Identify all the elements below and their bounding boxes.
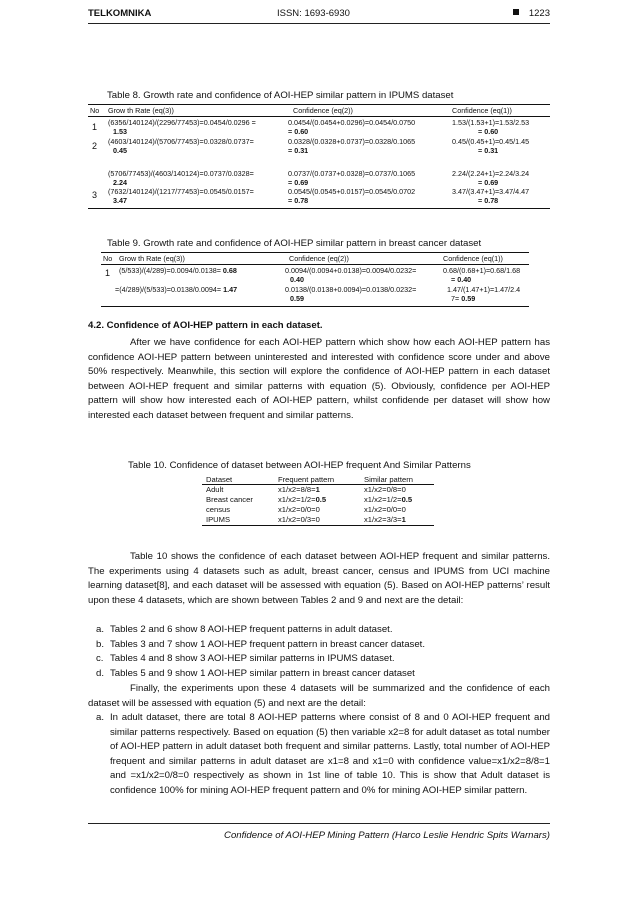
- table8-row1-conf2-value: = 0.60: [288, 127, 309, 136]
- section-paragraph-1: After we have confidence for each AOI-HEP pattern which show how each AOI-HEP pattern has confidence AOI-HEP pattern between uninterested and interested with confidence score under and above 50% respectively. Meanwhile, this section will explore the confidence of AOI-HEP pattern in each dataset between AOI-HEP frequent and similar patterns with equation (5). Obviously, confidence per AOI-HEP pattern will show how interested each of AOI-HEP pattern, whilst confidende per dataset will show how interested each dataset between frequent and similar patterns.: [88, 337, 550, 421]
- table10-row2-similar-value: 0.5: [401, 495, 413, 504]
- table9-row1-conf2-value: 0.40: [290, 275, 304, 284]
- table9-row1-conf1-value: = 0.40: [451, 275, 472, 284]
- footer-text: Confidence of AOI-HEP Mining Pattern (Harco Leslie Hendric Spits Warnars): [224, 830, 550, 841]
- table9-header-growth: Grow th Rate (eq(3)): [119, 254, 185, 263]
- tables-list: [88, 623, 550, 681]
- table8-caption: Table 8. Growth rate and confidence of AOI-HEP similar pattern in IPUMS dataset: [107, 90, 454, 101]
- list-item-text: Tables 3 and 7 show 1 AOI-HEP frequent pattern in breast cancer dataset.: [110, 638, 426, 650]
- table10-row4-frequent-formula: x1/x2=0/3=0: [278, 515, 320, 524]
- table9-header-no: No: [103, 254, 113, 263]
- table10-row4-dataset: IPUMS: [206, 515, 231, 524]
- table8-row1-conf1-value: = 0.60: [478, 127, 499, 136]
- table9-row1-growth-value: 0.68: [222, 266, 237, 275]
- table8-header-conf1: Confidence (eq(1)): [452, 106, 512, 115]
- table9-header-conf2: Confidence (eq(2)): [289, 254, 349, 263]
- table9-bottom-rule: [101, 306, 529, 307]
- table10-row1-dataset: Adult: [206, 485, 224, 494]
- list-item: [88, 667, 550, 682]
- table8-row2-conf2-value: = 0.31: [288, 146, 309, 155]
- table8-bottom-rule: [88, 208, 550, 209]
- square-bullet-icon: [513, 9, 519, 15]
- table9-row2-growth: [115, 285, 237, 294]
- table9-caption: Table 9. Growth rate and confidence of AOI-HEP similar pattern in breast cancer dataset: [107, 238, 482, 249]
- table9-row2-conf1-value: [451, 294, 475, 303]
- table10-row1-frequent-formula: x1/x2=8/8=: [278, 485, 316, 494]
- table8-row3-no: 3: [92, 190, 98, 200]
- body-paragraph-2: Table 10 shows the confidence of each dataset between AOI-HEP frequent and similar patterns. The experiments using 4 datasets such as adult, breast cancer, census and IPUMS from UCI machine learning dataset[8], and each dataset will be assessed with equation (5). Based on AOI-HEP patterns’ result upon these 4 datasets, which are shown between Tables 2 and 9 and next are the detail:: [88, 551, 550, 606]
- table8-row2b-growth: (5706/77453)/(4603/140124)=0.0737/0.0328=: [108, 169, 254, 178]
- table10-header-similar: Similar pattern: [364, 475, 413, 484]
- table8-row2b-conf1-value: = 0.69: [478, 178, 499, 187]
- summary-list: [88, 711, 550, 799]
- journal-name: TELKOMNIKA: [88, 8, 152, 19]
- list-item: [88, 638, 550, 653]
- table10-row2-similar: [364, 495, 412, 504]
- table10-row2-frequent-formula: x1/x2=1/2=: [278, 495, 316, 504]
- table10-row3-frequent-formula: x1/x2=0/0=0: [278, 505, 320, 514]
- table10-row3-frequent: [278, 505, 320, 514]
- table10-row1-similar-formula: x1/x2=0/8=0: [364, 485, 406, 494]
- table8-row2-conf2: 0.0328/(0.0328+0.0737)=0.0328/0.1065: [288, 137, 416, 146]
- table9-header-rule: [101, 264, 529, 265]
- table10-row1-frequent: [278, 485, 320, 494]
- table10-row2-frequent: [278, 495, 326, 504]
- list-marker: d.: [96, 667, 105, 679]
- table10-header-frequent: Frequent pattern: [278, 475, 335, 484]
- list-item-text: Tables 5 and 9 show 1 AOI-HEP similar pattern in breast cancer dataset: [110, 667, 415, 679]
- running-header: [88, 7, 550, 24]
- table8-row1-no: 1: [92, 122, 98, 132]
- list-item-text: Tables 2 and 6 show 8 AOI-HEP frequent patterns in adult dataset.: [110, 624, 393, 635]
- table9-row2-growth-formula: =(4/289)/(5/533)=0.0138/0.0094=: [115, 285, 222, 294]
- issn: ISSN: 1693-6930: [277, 8, 350, 19]
- table10-row3-similar: [364, 505, 406, 514]
- table10-row4-frequent: [278, 515, 320, 524]
- table8-header-conf2: Confidence (eq(2)): [293, 106, 353, 115]
- list-item-text: In adult dataset, there are total 8 AOI-HEP patterns where consist of 8 and 0 AOI-HEP frequent and similar patterns respectively. Based on equation (5) then variable x2=8 for adult dataset as total number of AOI-HEP pattern in adult dataset both frequent and similar patterns. Lastly, total number of AOI-HEP frequent and similar patterns in adult dataset are x1=8 and x1=0 with confidence value=x1/x2=8/8=1 and =x1/x2=0/8=0 respectively as shown in 1st line of table 10. This is show that Adult dataset is confidence 100% for mining AOI-HEP frequent pattern and 0% for mining AOI-HEP similar pattern.: [110, 712, 550, 796]
- table8-row1-conf1: 1.53/(1.53+1)=1.53/2.53: [452, 118, 530, 127]
- table8-row2b-conf2: 0.0737/(0.0737+0.0328)=0.0737/0.1065: [288, 169, 416, 178]
- table8-row2b-conf2-value: = 0.69: [288, 178, 309, 187]
- table10-row2-dataset: Breast cancer: [206, 495, 253, 504]
- table10: [202, 474, 434, 526]
- table8-row1-growth-value: 1.53: [113, 127, 127, 136]
- table9-row2-growth-value: 1.47: [223, 285, 238, 294]
- list-marker: b.: [96, 638, 105, 650]
- list-marker: a.: [96, 624, 105, 635]
- table8-row2b-conf1: 2.24/(2.24+1)=2.24/3.24: [452, 169, 530, 178]
- table10-row1-frequent-value: 1: [315, 485, 320, 494]
- table9-top-rule: [101, 252, 529, 253]
- table8-row3-conf1: 3.47/(3.47+1)=3.47/4.47: [452, 187, 530, 196]
- table8-row3-growth-value: 3.47: [113, 196, 127, 205]
- list-item-text: Tables 4 and 8 show 3 AOI-HEP similar patterns in IPUMS dataset.: [110, 653, 395, 665]
- table8-row3-conf2-value: = 0.78: [288, 196, 309, 205]
- table8-row2-no: 2: [92, 141, 98, 151]
- table8-row2-growth: (4603/140124)/(5706/77453)=0.0328/0.0737=: [108, 137, 254, 146]
- body-paragraph-3: Finally, the experiments upon these 4 datasets will be summarized and the confidence of each dataset will be assessed with equation (5) and next are the detail:: [88, 683, 550, 709]
- table8-row3-conf2: 0.0545/(0.0545+0.0157)=0.0545/0.0702: [288, 187, 416, 196]
- table8-row2-conf1: 0.45/(0.45+1)=0.45/1.45: [452, 137, 530, 146]
- table9-row1-growth-formula: (5/533)/(4/289)=0.0094/0.0138=: [119, 266, 221, 275]
- list-item: [88, 623, 550, 638]
- table10-bottom-rule: [202, 525, 434, 526]
- table8-row3-conf1-value: = 0.78: [478, 196, 499, 205]
- table8-header-growth: Grow th Rate (eq(3)): [108, 106, 174, 115]
- table8-header-no: No: [90, 106, 100, 115]
- table9-row2-conf1: 1.47/(1.47+1)=1.47/2.4: [447, 285, 521, 294]
- table9: [101, 252, 529, 308]
- table9-row2-conf2: 0.0138/(0.0138+0.0094)=0.0138/0.0232=: [285, 285, 417, 294]
- table9-row1-conf1: 0.68/(0.68+1)=0.68/1.68: [443, 266, 521, 275]
- table9-row1-growth: [119, 266, 237, 275]
- table9-header-conf1: Confidence (eq(1)): [443, 254, 503, 263]
- table8-top-rule: [88, 104, 550, 105]
- running-footer: [88, 823, 550, 841]
- table9-row2-conf1-result: 0.59: [461, 294, 476, 303]
- page-number-block: [513, 8, 550, 19]
- table8-row2b-growth-value: 2.24: [113, 178, 127, 187]
- table10-row2-similar-formula: x1/x2=1/2=: [364, 495, 402, 504]
- table10-row4-similar-value: 1: [401, 515, 406, 524]
- table8-row2-growth-value: 0.45: [113, 146, 127, 155]
- list-item: [88, 652, 550, 667]
- table8-row1-conf2: 0.0454/(0.0454+0.0296)=0.0454/0.0750: [288, 118, 416, 127]
- list-item: [88, 711, 550, 799]
- section-heading: 4.2. Confidence of AOI-HEP pattern in each dataset.: [88, 320, 323, 331]
- table8: [88, 104, 550, 216]
- list-marker: c.: [96, 653, 104, 665]
- table10-row1-similar: [364, 485, 406, 494]
- table9-row1-no: 1: [105, 268, 111, 278]
- list-marker: a.: [96, 712, 105, 723]
- table10-row3-dataset: census: [206, 505, 231, 514]
- table9-row1-conf2: 0.0094/(0.0094+0.0138)=0.0094/0.0232=: [285, 266, 417, 275]
- table9-row2-conf2-value: 0.59: [290, 294, 304, 303]
- table10-row4-similar: [364, 515, 406, 524]
- table9-row2-conf1-cont: 7=: [451, 294, 462, 303]
- table10-caption: Table 10. Confidence of dataset between AOI-HEP frequent And Similar Patterns: [128, 460, 471, 471]
- table10-row4-similar-formula: x1/x2=3/3=: [364, 515, 402, 524]
- table10-header-dataset: Dataset: [206, 475, 233, 484]
- table8-row2-conf1-value: = 0.31: [478, 146, 499, 155]
- table10-row2-frequent-value: 0.5: [315, 495, 327, 504]
- table10-row3-similar-formula: x1/x2=0/0=0: [364, 505, 406, 514]
- page-number: 1223: [528, 8, 550, 19]
- table8-row1-growth: (6356/140124)/(2296/77453)=0.0454/0.0296 =: [108, 118, 256, 127]
- table8-row3-growth: (7632/140124)/(1217/77453)=0.0545/0.0157=: [108, 187, 254, 196]
- table8-header-rule: [88, 116, 550, 117]
